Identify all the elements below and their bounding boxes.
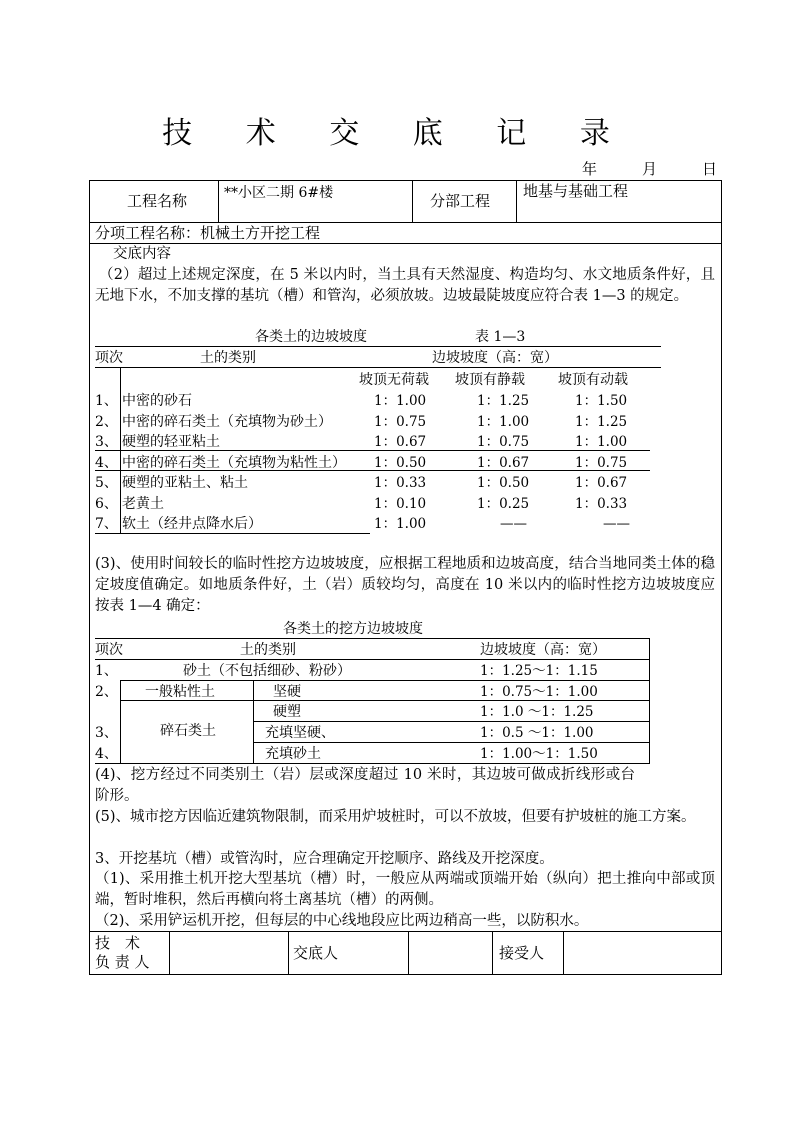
table14-row3-slope: 1：0.5 ～1：1.00 — [480, 725, 594, 741]
table13-subcol-3: 坡顶有动载 — [558, 372, 628, 388]
divider — [218, 180, 219, 222]
divider — [169, 931, 170, 975]
table13-row2-v1: 1：0.75 — [374, 414, 427, 430]
content-heading: 交底内容 — [113, 246, 171, 262]
tech-lead-label-line1: 技 术 — [95, 934, 141, 952]
table13-row6-soil: 老黄土 — [122, 496, 164, 512]
paragraph-7: （1)、采用推土机开挖大型基坑（槽）时，一般应从两端或顶端开始（纵向）把土推向中部或顶端，暂时堆积，然后再横向将土离基坑（槽）的两侧。 — [95, 871, 715, 908]
table14-rule — [120, 680, 121, 763]
table13-row7-no: 7、 — [95, 516, 118, 532]
divider — [516, 180, 517, 222]
table13-row7-soil: 软土（经井点降水后） — [122, 516, 262, 532]
paragraph-5: (5)、城市挖方因临近建筑物限制，而采用炉坡桩时，可以不放坡，但要有护坡桩的施工方案。 — [95, 809, 696, 825]
table14-row1-slope: 1：1.25～1：1.15 — [480, 663, 598, 679]
table14-row3a-state: 硬塑 — [273, 704, 301, 720]
paragraph-6: 3、开挖基坑（槽）或管沟时，应合理确定开挖顺序、路线及开挖深度。 — [95, 851, 554, 867]
table14-row3-group: 碎石类土 — [160, 723, 216, 739]
table13-row6-v1: 1：0.10 — [374, 496, 427, 512]
table13-col-item: 项次 — [95, 350, 123, 366]
table13-row1-v1: 1：1.00 — [374, 393, 427, 409]
table13-row2-no: 2、 — [95, 414, 118, 430]
table13-row2-v2: 1：1.00 — [477, 414, 530, 430]
divider — [412, 180, 413, 222]
table13-rule — [95, 346, 661, 347]
table13-row5-v2: 1：0.50 — [477, 475, 530, 491]
table13-row2-v3: 1：1.25 — [575, 414, 628, 430]
table14-rule — [95, 659, 650, 660]
table13-row5-soil: 硬塑的亚粘土、粘土 — [122, 475, 248, 491]
table14-rule — [253, 721, 650, 722]
table13-row6-no: 6、 — [95, 496, 118, 512]
subitem-name: 分项工程名称：机械土方开挖工程 — [95, 224, 321, 242]
project-name-label: 工程名称 — [127, 192, 188, 210]
tech-lead-label-line2: 负 责 人 — [95, 953, 150, 971]
table14-rule — [253, 680, 254, 763]
table13-row7-v3: —— — [603, 516, 630, 532]
table14-row3-state: 充填坚硬、 — [265, 725, 335, 741]
divider — [492, 931, 493, 975]
table13-row7-v2: —— — [500, 516, 527, 532]
table14-row1-soil: 砂土（不包括细砂、粉砂） — [183, 663, 351, 679]
table13-row4-v1: 1：0.50 — [374, 455, 427, 471]
table13-subcol-2: 坡顶有静载 — [455, 372, 525, 388]
table14-rule — [120, 680, 650, 681]
division-label: 分部工程 — [430, 192, 491, 210]
table13-row1-no: 1、 — [95, 393, 118, 409]
table13-row5-v1: 1：0.33 — [374, 475, 427, 491]
table13-col-soil: 土的类别 — [200, 350, 256, 366]
table14-row1-no: 1、 — [95, 663, 118, 679]
table13-row7-v1: 1：1.00 — [374, 516, 427, 532]
divider — [408, 931, 409, 975]
table13-row1-soil: 中密的砂石 — [122, 393, 192, 409]
table13-row3-v2: 1：0.75 — [477, 434, 530, 450]
divider — [89, 222, 722, 223]
table13-row3-no: 3、 — [95, 434, 118, 450]
table13-rule — [95, 533, 370, 534]
table14-row2-group: 一般粘性土 — [145, 684, 215, 700]
divider — [89, 931, 722, 932]
date-day-label: 日 — [702, 160, 718, 178]
table13-subcol-1: 坡顶无荷载 — [359, 372, 429, 388]
paragraph-3: (3)、使用时间较长的临时性挖方边坡坡度，应根据工程地质和边坡高度，结合当地同类土体的稳定坡度值确定。如地质条件好，土（岩）质较均匀，高度在 10 米以内的临时性挖方边坡坡度应按表 1—4 确定： — [95, 556, 715, 614]
divider — [563, 931, 564, 975]
table13-row3-v1: 1：0.67 — [374, 434, 427, 450]
division-value: 地基与基础工程 — [523, 182, 629, 200]
table13-number: 表 1—3 — [475, 329, 526, 345]
table14-col-slope: 边坡坡度（高：宽） — [480, 642, 606, 658]
table13-row3-soil: 硬塑的轻亚粘土 — [122, 434, 220, 450]
project-name-value: **小区二期 6#楼 — [224, 185, 334, 201]
table14-col-soil: 土的类别 — [240, 642, 296, 658]
table13-row5-v3: 1：0.67 — [575, 475, 628, 491]
table13-row4-v2: 1：0.67 — [477, 455, 530, 471]
table14-row3a-slope: 1：1.0 ～1：1.25 — [480, 704, 594, 720]
table14-row2-no: 2、 — [95, 684, 118, 700]
table13-row4-soil: 中密的碎石类土（充填物为粘性土） — [122, 455, 346, 471]
table14-col-item: 项次 — [95, 642, 123, 658]
page-title: 技 术 交 底 记 录 — [162, 116, 632, 151]
divider — [288, 931, 289, 975]
table13-row1-v2: 1：1.25 — [477, 393, 530, 409]
table14-row4-state: 充填砂土 — [265, 746, 321, 762]
table14-rule — [253, 742, 650, 743]
paragraph-8: （2)、采用铲运机开挖，但每层的中心线地段应比两边稍高一些，以防积水。 — [95, 913, 589, 929]
table14-rule — [95, 763, 650, 764]
table14-row4-slope: 1：1.00～1：1.50 — [480, 746, 598, 762]
divider — [89, 243, 722, 244]
receiver-label: 接受人 — [499, 944, 545, 962]
table13-row4-v3: 1：0.75 — [575, 455, 628, 471]
table13-row5-no: 5、 — [95, 475, 118, 491]
table14-row4-no: 4、 — [95, 746, 118, 762]
table13-row4-no: 4、 — [95, 455, 118, 471]
date-year-label: 年 — [582, 160, 598, 178]
discloser-label: 交底人 — [293, 944, 339, 962]
table13-caption: 各类土的边坡坡度 — [255, 329, 367, 345]
date-month-label: 月 — [642, 160, 658, 178]
paragraph-2: （2）超过上述规定深度，在 5 米以内时，当土具有天然湿度、构造均匀、水文地质条件好，且无地下水，不加支撑的基坑（槽）和管沟，必须放坡。边坡最陡坡度应符合表 1—3 的规定。 — [95, 267, 715, 304]
table14-row2-state: 坚硬 — [273, 684, 301, 700]
table13-rule — [95, 367, 661, 368]
table13-row6-v3: 1：0.33 — [575, 496, 628, 512]
table14-rule — [649, 638, 650, 763]
paragraph-4: (4)、挖方经过不同类别土（岩）层或深度超过 10 米时，其边坡可做成折线形或台阶形。 — [95, 767, 635, 804]
table14-row2-slope: 1：0.75～1：1.00 — [480, 684, 598, 700]
table13-row1-v3: 1：1.50 — [575, 393, 628, 409]
table14-row3-no: 3、 — [95, 725, 118, 741]
table14-caption: 各类土的挖方边坡坡度 — [283, 621, 423, 637]
table13-row3-v3: 1：1.00 — [575, 434, 628, 450]
table13-row6-v2: 1：0.25 — [477, 496, 530, 512]
table13-row2-soil: 中密的碎石类土（充填物为砂土） — [122, 414, 332, 430]
table14-rule — [95, 638, 650, 639]
table13-col-slope: 边坡坡度（高：宽） — [432, 350, 558, 366]
